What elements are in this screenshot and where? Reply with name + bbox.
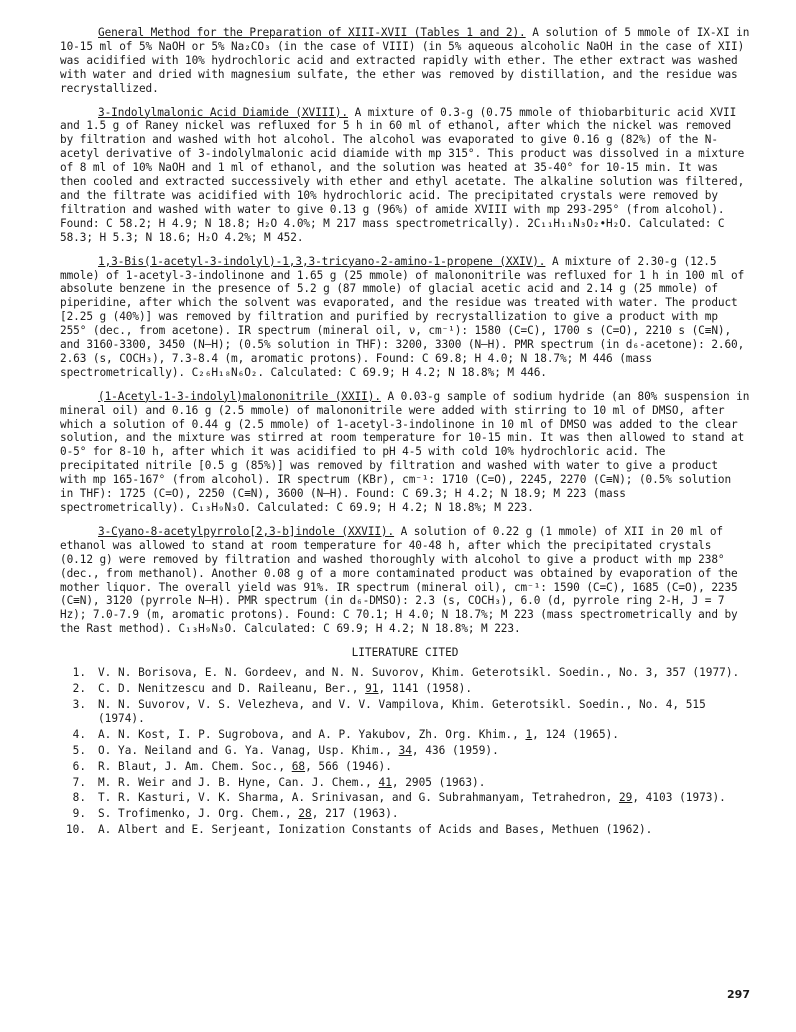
reference-text-tail: , 1141 (1958).	[378, 682, 473, 696]
paragraph-heading: 1,3-Bis(1-acetyl-3-indolyl)-1,3,3-tricyano-2-amino-1-propene (XXIV).	[98, 254, 546, 268]
reference-text-tail: , 566 (1946).	[305, 759, 392, 773]
reference-number: 8.	[72, 791, 86, 805]
paragraph-xxii	[60, 390, 750, 515]
reference-text: A. N. Kost, I. P. Sugrobova, and A. P. Yakubov, Zh. Org. Khim.,	[98, 727, 526, 741]
reference-item	[60, 760, 750, 774]
reference-number: 7.	[72, 775, 86, 789]
reference-number: 5.	[72, 743, 86, 757]
reference-number: 2.	[72, 682, 86, 696]
reference-item	[60, 776, 750, 790]
paragraph-heading: 3-Indolylmalonic Acid Diamide (XVIII).	[98, 105, 349, 119]
reference-item	[60, 791, 750, 805]
paragraph-body: A mixture of 2.30-g (12.5 mmole) of 1-acetyl-3-indolinone and 1.65 g (25 mmole) of malononitrile was refluxed for 1 h in 100 ml of absolute benzene in the presence of 5.2 g (87 mmole) of glacial acetic acid and 2.14 g (25 mmole) of piperidine, after which the solvent was evaporated, and the residue was treated with water. The product [2.25 g (40%)] was removed by filtration and purified by recrystallization to give a product with mp 255° (dec., from acetone). IR spectrum (mineral oil, ν, cm⁻¹): 1580 (C=C), 1700 s (C=O), 2210 s (C≡N), and 3160-3300, 3450 (N—H); (0.5% solution in THF): 3200, 3300 (N—H). PMR spectrum (in d₆-acetone): 2.60, 2.63 (s, COCH₃), 7.3-8.4 (m, aromatic protons). Found: C 69.8; H 4.0; N 18.7%; M 446 (mass spectrometrically). C₂₆H₁₈N₆O₂. Calculated: C 69.9; H 4.2; N 18.8%; M 446.	[60, 254, 745, 379]
reference-item	[60, 823, 750, 837]
reference-item	[60, 807, 750, 821]
page-number: 297	[727, 988, 750, 1001]
article-page	[60, 26, 750, 839]
paragraph-heading: (1-Acetyl-1-3-indolyl)malononitrile (XXII).	[98, 389, 381, 403]
reference-text-tail: , 4103 (1973).	[632, 791, 726, 805]
paragraph-xviii	[60, 106, 750, 245]
paragraph-xxvii	[60, 525, 750, 636]
reference-list	[60, 666, 750, 837]
paragraph-body: A solution of 5 mmole of IX-XI in 10-15 ml of 5% NaOH or 5% Na₂CO₃ (in the case of VIII) (in 5% aqueous alcoholic NaOH in the case of XII) was acidified with 10% hydrochloric acid and extracted rapidly with ether. The ether extract was washed with water and dried with magnesium sulfate, the ether was removed by distillation, and the residue was recrystallized.	[60, 26, 750, 95]
reference-text: A. Albert and E. Serjeant, Ionization Constants of Acids and Bases, Methuen (1962).	[98, 823, 653, 837]
reference-item	[60, 744, 750, 758]
reference-volume: 41	[378, 775, 392, 789]
reference-text: N. N. Suvorov, V. S. Velezheva, and V. V. Vampilova, Khim. Geterotsikl. Soedin., No. 4, 515 (1974).	[98, 697, 706, 725]
reference-item	[60, 666, 750, 680]
reference-text: M. R. Weir and J. B. Hyne, Can. J. Chem.,	[98, 775, 379, 789]
paragraph-heading: 3-Cyano-8-acetylpyrrolo[2,3-b]indole (XXVII).	[98, 524, 395, 538]
paragraph-general-method	[60, 26, 750, 96]
literature-cited-heading: LITERATURE CITED	[351, 646, 459, 660]
reference-text: C. D. Nenitzescu and D. Raileanu, Ber.,	[98, 682, 366, 696]
reference-number: 6.	[72, 759, 86, 773]
reference-text-tail: , 436 (1959).	[411, 743, 499, 757]
reference-text-tail: , 217 (1963).	[311, 807, 399, 821]
reference-number: 1.	[72, 666, 86, 680]
reference-item	[60, 682, 750, 696]
reference-text: V. N. Borisova, E. N. Gordeev, and N. N. Suvorov, Khim. Geterotsikl. Soedin., No. 3, 357 (1977).	[98, 666, 740, 680]
reference-text: R. Blaut, J. Am. Chem. Soc.,	[98, 759, 292, 773]
paragraph-body: A 0.03-g sample of sodium hydride (an 80% suspension in mineral oil) and 0.16 g (2.5 mmole) of malononitrile were added with stirring to 10 ml of DMSO, after which a solution of 0.44 g (2.5 mmole) of 1-acetyl-3-indolinone in 10 ml of DMSO was added to the clear solution, and the mixture was stirred at room temperature for 10-15 min. It was then allowed to stand at 0-5° for 8-10 h, after which it was acidified to pH 4-5 with cold 10% hydrochloric acid. The precipitated nitrile [0.5 g (85%)] was removed by filtration and washed with water to give a product with mp 165-167° (from alcohol). IR spectrum (KBr), cm⁻¹: 1710 (C=O), 2245, 2270 (C≡N); (0.5% solution in THF): 1725 (C=O), 2250 (C≡N), 3600 (N—H). Found: C 69.3; H 4.2; N 18.9; M 223 (mass spectrometrically). C₁₃H₉N₃O. Calculated: C 69.9; H 4.2; N 18.8%; M 223.	[60, 389, 750, 514]
reference-volume: 1	[525, 727, 533, 741]
reference-text-tail: , 124 (1965).	[532, 727, 619, 741]
reference-text: S. Trofimenko, J. Org. Chem.,	[98, 807, 299, 821]
paragraph-body: A mixture of 0.3-g (0.75 mmole of thiobarbituric acid XVII and 1.5 g of Raney nickel was refluxed for 5 h in 60 ml of ethanol, after which the nickel was removed by filtration and washed with hot alcohol. The alcohol was evaporated to give 0.16 g (82%) of the N-acetyl derivative of 3-indolylmalonic acid diamide with mp 315°. This product was dissolved in a mixture of 8 ml of 10% NaOH and 1 ml of ethanol, and the solution was heated at 35-40° for 10-15 min. It was then cooled and extracted successively with ether and ethyl acetate. The alkaline solution was filtered, and the filtrate was acidified with 10% hydrochloric acid. The precipitated crystals were removed by filtration and washed with water to give 0.13 g (96%) of amide XVIII with mp 293-295° (from alcohol). Found: C 58.2; H 4.9; N 18.8; H₂O 4.0%; M 217 mass spectrometrically). 2C₁₁H₁₁N₃O₂•H₂O. Calculated: C 58.3; H 5.3; N 18.6; H₂O 4.2%; M 452.	[60, 105, 745, 244]
reference-text-tail: , 2905 (1963).	[391, 775, 486, 789]
reference-text: T. R. Kasturi, V. K. Sharma, A. Srinivasan, and G. Subrahmanyam, Tetrahedron,	[98, 791, 619, 805]
reference-number: 4.	[72, 727, 86, 741]
reference-number: 3.	[72, 697, 86, 711]
reference-volume: 29	[618, 791, 633, 805]
reference-volume: 34	[398, 743, 412, 757]
paragraph-heading: General Method for the Preparation of XIII-XVII (Tables 1 and 2).	[98, 26, 526, 39]
reference-number: 9.	[72, 807, 86, 821]
paragraph-xxiv	[60, 255, 750, 380]
reference-item	[60, 728, 750, 742]
reference-item	[60, 698, 750, 726]
reference-number: 10.	[65, 823, 86, 837]
reference-volume: 91	[365, 682, 379, 696]
paragraph-body: A solution of 0.22 g (1 mmole) of XII in 20 ml of ethanol was allowed to stand at room temperature for 40-48 h, after which the precipitated crystals (0.12 g) were removed by filtration and washed thoroughly with alcohol to give a product with mp 238° (dec., from methanol). Another 0.08 g of a more contaminated product was obtained by evaporation of the mother liquor. The overall yield was 91%. IR spectrum (mineral oil), cm⁻¹: 1590 (C=C), 1685 (C=O), 2235 (C≡N), 3120 (pyrrole N—H). PMR spectrum (in d₆-DMSO): 2.3 (s, COCH₃), 6.0 (d, pyrrole ring 2-H, J = 7 Hz); 7.0-7.9 (m, aromatic protons). Found: C 70.1; H 4.0; N 18.7%; M 223 (mass spectrometrically and by the Rast method). C₁₃H₉N₃O. Calculated: C 69.9; H 4.2; N 18.8%; M 223.	[60, 524, 738, 636]
reference-text: O. Ya. Neiland and G. Ya. Vanag, Usp. Khim.,	[98, 743, 399, 757]
reference-volume: 68	[291, 759, 306, 773]
reference-volume: 28	[298, 807, 312, 821]
